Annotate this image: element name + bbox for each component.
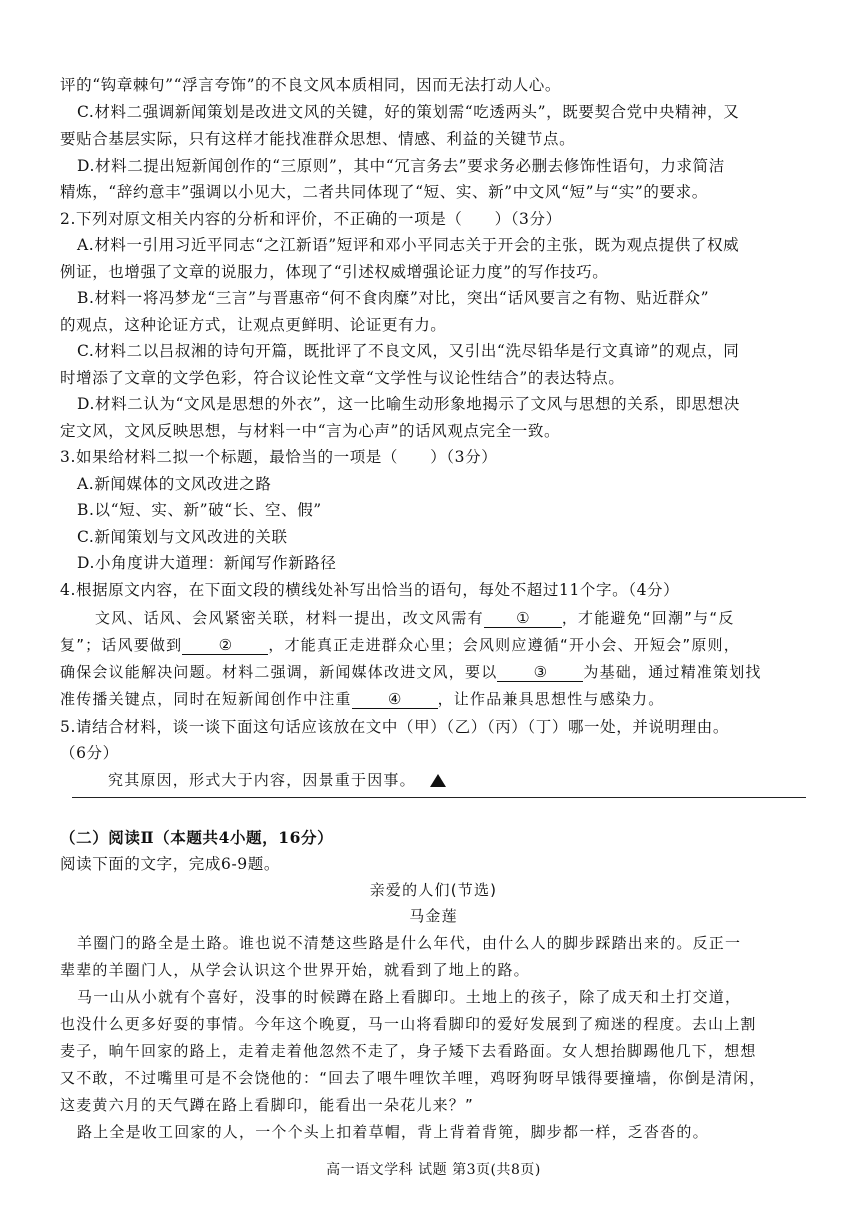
q4-paragraph-line (60, 635, 740, 655)
option-d-line: D.小角度讲大道理：新闻写作新路径 (77, 554, 337, 572)
section-2-instruction: 阅读下面的文字，完成6-9题。 (60, 855, 280, 873)
question-5-score: （6分） (60, 744, 119, 762)
text-line: 评的“钩章棘句”“浮言夸饰”的不良文风本质相同，因而无法打动人心。 (60, 76, 561, 94)
question-4-stem: 4.根据原文内容，在下面文段的横线处补写出恰当的语句，每处不超过11个字。（4分） (60, 581, 680, 599)
option-b-line: B.以“短、实、新”破“长、空、假” (77, 501, 322, 519)
question-5-quote: 究其原因，形式大于内容，因景重于因事。 (108, 771, 416, 789)
story-paragraph-line: 又不敢，不过嘴里可是不会饶他的：“回去了喂牛哩饮羊哩，鸡呀狗呀早饿得要撞墙，你倒是清闲， (60, 1069, 766, 1087)
text-line: 的观点，这种论证方式，让观点更鲜明、论证更有力。 (60, 316, 447, 334)
fill-blank-3[interactable]: ③ (497, 663, 583, 682)
q4-text: 准传播关键点，同时在短新闻创作中注重 (60, 690, 352, 708)
q4-text: ，让作品兼具思想性与感染力。 (437, 690, 665, 708)
story-paragraph-line: 麦子，晌午回家的路上，走着走着他忽然不走了，身子矮下去看路面。女人想抬脚踢他几下，想想 (60, 1042, 757, 1060)
option-c-line: C.材料二以吕叔湘的诗句开篇，既批评了不良文风，又引出“洗尽铅华是行文真谛”的观点，同 (77, 342, 740, 360)
story-title: 亲爱的人们(节选) (369, 881, 498, 899)
section-2-title: （二）阅读Ⅱ（本题共4小题，16分） (60, 828, 334, 847)
q4-text: 复”；话风要做到 (60, 636, 183, 654)
option-a-line: A.新闻媒体的文风改进之路 (77, 475, 272, 493)
fill-blank-2[interactable]: ② (182, 636, 268, 655)
text-line: 精炼，“辞约意丰”强调以小见大，二者共同体现了“短、实、新”中文风“短”与“实”的要求。 (60, 183, 708, 201)
option-d-line: D.材料二提出短新闻创作的“三原则”，其中“冗言务去”要求务必删去修饰性语句，力求简洁 (77, 157, 725, 175)
story-paragraph-line: 路上全是收工回家的人，一个个头上扣着草帽，背上背着背篼，脚步都一样，乏沓沓的。 (77, 1123, 709, 1141)
q4-text: 为基础，通过精准策划找 (583, 663, 762, 681)
q4-text: 文风、话风、会风紧密关联，材料一提出，改文风需有 (95, 609, 484, 627)
text-line: 要贴合基层实际，只有这样才能找准群众思想、情感、利益的关键节点。 (60, 130, 576, 148)
q4-paragraph-line (60, 689, 664, 709)
option-d-line: D.材料二认为“文风是思想的外衣”，这一比喻生动形象地揭示了文风与思想的关系，即思想决 (77, 395, 740, 413)
text-line: 定文风，文风反映思想，与材料一中“言为心声”的话风观点完全一致。 (60, 422, 561, 440)
option-b-line: B.材料一将冯梦龙“三言”与晋惠帝“何不食肉糜”对比，突出“话风要言之有物、贴近群众” (77, 289, 710, 307)
story-paragraph-line: 这麦黄六月的天气蹲在路上看脚印，能看出一朵花儿来？” (60, 1096, 474, 1114)
q4-text: ，才能真正走进群众心里；会风则应遵循“开小会、开短会”原则， (268, 636, 740, 654)
story-paragraph-line: 辈辈的羊圈门人，从学会认识这个世界开始，就看到了地上的路。 (60, 961, 530, 979)
question-5-stem: 5.请结合材料，谈一谈下面这句话应该放在文中（甲）（乙）（丙）（丁）哪一处，并说明理由。 (60, 718, 729, 736)
page-footer: 高一语文学科 试题 第3页(共8页) (326, 1162, 541, 1178)
q4-text: ，才能避免“回潮”与“反 (561, 609, 735, 627)
option-a-line: A.材料一引用习近平同志“之江新语”短评和邓小平同志关于开会的主张，既为观点提供了权威 (77, 236, 740, 254)
option-c-line: C.新闻策划与文风改进的关联 (77, 528, 288, 546)
fill-blank-4[interactable]: ④ (352, 690, 438, 709)
story-paragraph-line: 羊圈门的路全是土路。谁也说不清楚这些路是什么年代，由什么人的脚步踩踏出来的。反正一 (77, 934, 742, 952)
story-paragraph-line: 也没什么更多好耍的事情。今年这个晚夏，马一山将看脚印的爱好发展到了痴迷的程度。去山上割 (60, 1015, 757, 1033)
section-divider (72, 797, 806, 798)
story-paragraph-line: 马一山从小就有个喜好，没事的时候蹲在路上看脚印。土地上的孩子，除了成天和土打交道， (77, 988, 742, 1006)
text-line: 时增添了文章的文学色彩，符合议论性文章“文学性与议论性结合”的表达特点。 (60, 369, 625, 387)
question-3-stem: 3.如果给材料二拟一个标题，最恰当的一项是（ ）（3分） (60, 448, 498, 466)
triangle-marker-icon (430, 774, 446, 787)
question-2-stem: 2.下列对原文相关内容的分析和评价，不正确的一项是（ ）（3分） (60, 210, 562, 228)
q4-text: 确保会议能解决问题。材料二强调，新闻媒体改进文风，要以 (60, 663, 498, 681)
option-c-line: C.材料二强调新闻策划是改进文风的关键，好的策划需“吃透两头”，既要契合党中央精神，又 (77, 103, 740, 121)
q4-paragraph-line (60, 662, 762, 682)
text-line: 例证，也增强了文章的说服力，体现了“引述权威增强论证力度”的写作技巧。 (60, 263, 609, 281)
story-author: 马金莲 (409, 907, 458, 925)
fill-blank-1[interactable]: ① (484, 609, 562, 628)
q4-paragraph-line (95, 608, 735, 628)
